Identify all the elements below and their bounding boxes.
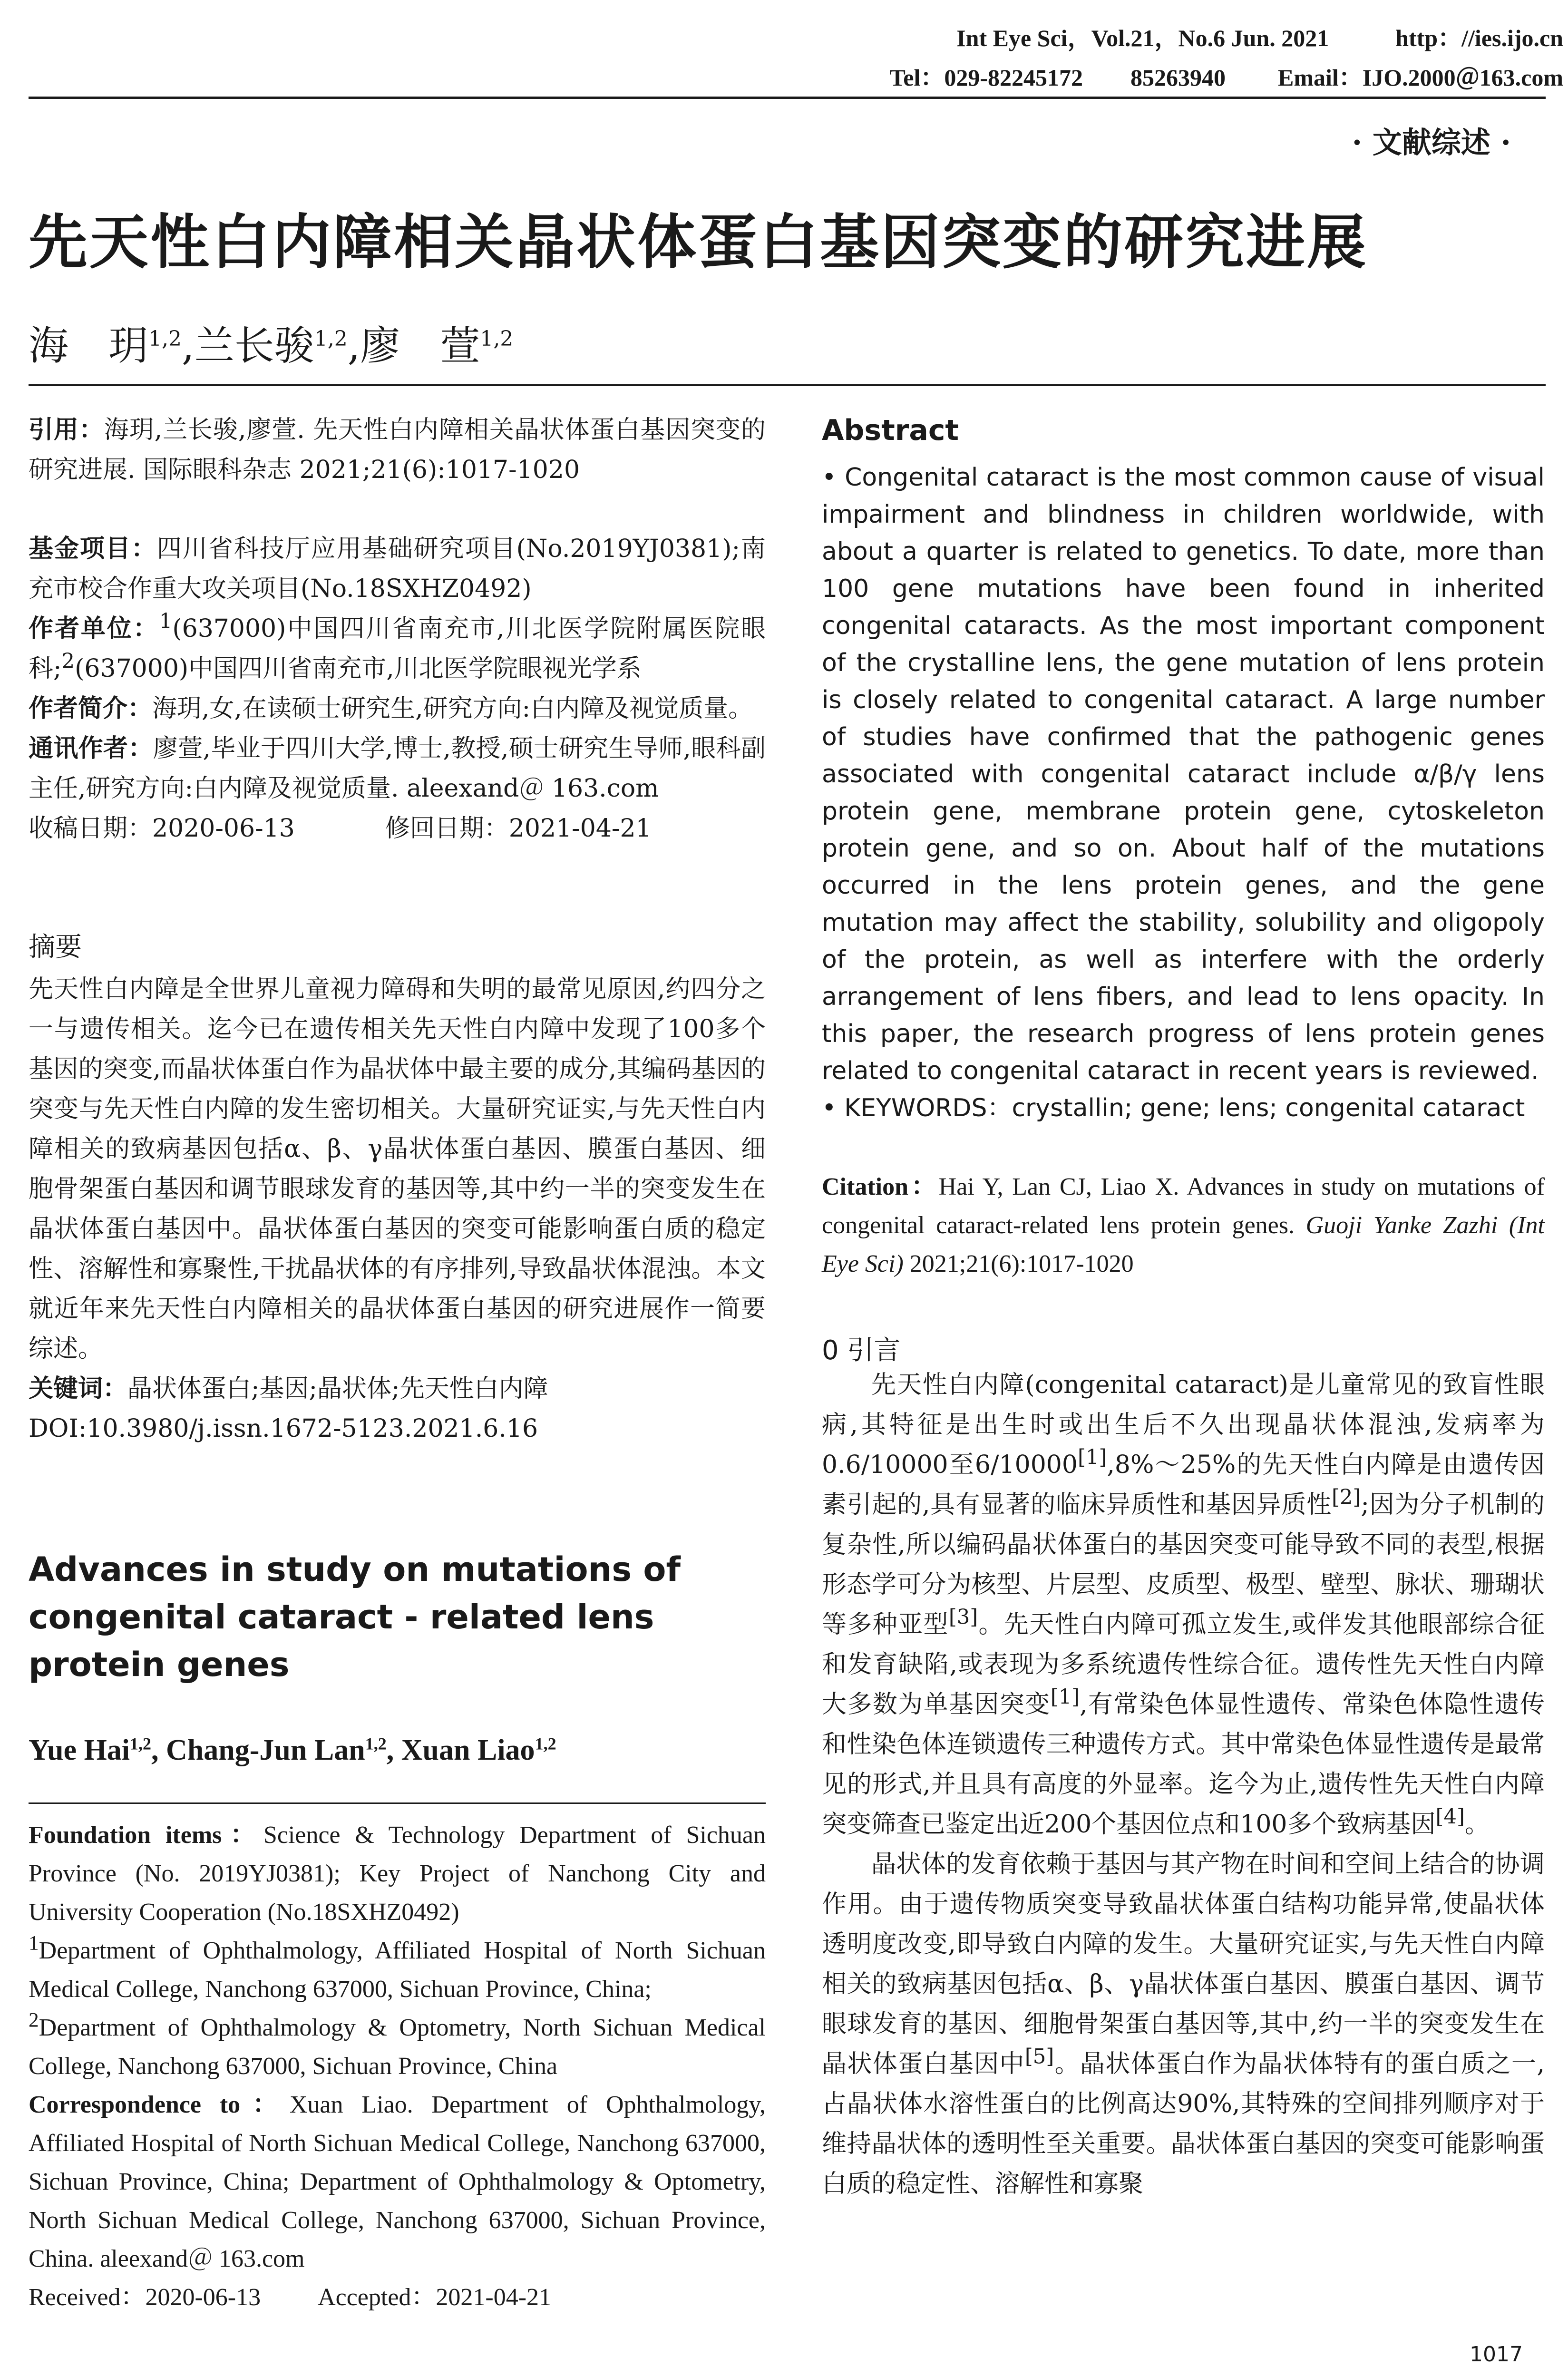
affiliation-cn: 作者单位：$^1$(637000)中国四川省南充市,川北医学院附属医院眼科;$^2$(637000)中国四川省南充市,川北医学院眼视光学系 [29, 609, 766, 683]
reference-mark: [1] [1077, 1445, 1107, 1470]
english-meta-rule [29, 1802, 766, 1804]
affiliation-cn-1: (637000)中国四川省南充市,川北医学院附属医院眼科; [29, 614, 766, 683]
author-affil-sup: 1,2 [314, 327, 348, 351]
intro-paragraph-1: 先天性白内障(congenital cataract)是儿童常见的致盲性眼病,其特征是出生时或出生后不久出现晶状体混浊,发病率为0.6/10000至6/10000[1],8%～25%的先天性白内障是由遗传因素引起的,具有显著的临床异质性和基因异质性[2];因为分子机制的复杂性,所以编码晶状体蛋白的基因突变可能导致不同的表型,根据形态学可分为核型、片层型、皮质型、极型、壁型、脉状、珊瑚状等多种亚型[3]。先天性白内障可孤立发生,或伴发其他眼部综合征和发育缺陷,或表现为多系统遗传性综合征。遗传性先天性白内障大多数为单基因突变[1],有常染色体显性遗传、常染色体隐性遗传和性染色体连锁遗传三种遗传方式。其中常染色体显性遗传是最常见的形式,并且具有高度的外显率。迄今为止,遗传性先天性白内障突变筛查已鉴定出近200个基因位点和100多个致病基因[4]。 [822, 1371, 1545, 1839]
intro-heading: 0 引言 [822, 1335, 901, 1366]
en-author-sup: 1,2 [535, 1734, 556, 1754]
author-intro-cn-label: 作者简介： [29, 694, 153, 723]
citation-en-journal: Guoji Yanke Zazhi (Int Eye Sci) [822, 1212, 1545, 1277]
reference-mark: [2] [1331, 1485, 1361, 1510]
affiliation-en-1: $^1$Department of Ophthalmology, Affiliated Hospital of North Sichuan Medical College, Nanchong 637000, Sichuan Province, China; [29, 1931, 766, 2003]
running-header-line2 [890, 58, 1563, 93]
reference-mark: [5] [1024, 2045, 1054, 2069]
foundation-cn-text: 四川省科技厅应用基础研究项目(No.2019YJ0381);南充市校合作重大攻关项目(No.18SXHZ0492) [29, 535, 766, 603]
abstract-cn [29, 927, 766, 1449]
header-rule [29, 97, 1546, 99]
correspondence-en-text: Xuan Liao. Department of Ophthalmology, Affiliated Hospital of North Sichuan Medical College, Nanchong 637000, Sichuan Province, China; Department of Ophthalmology & Optometry, North Sichuan Medical College, Nanchong 637000, Sichuan Province, China. aleexand＠ 163.com [29, 2091, 766, 2272]
en-author-name: Xuan Liao [401, 1734, 535, 1766]
author-name: 兰长骏 [194, 322, 314, 369]
correspondence-en [29, 2085, 766, 2278]
revised-cn: 修回日期：2021-04-21 [385, 814, 652, 843]
foundation-en [29, 1816, 766, 1931]
journal-info: Int Eye Sci，Vol.21，No.6 Jun. 2021 [956, 25, 1329, 51]
corresponding-cn [29, 729, 766, 809]
intro-paragraph-2: 晶状体的发育依赖于基因与其产物在时间和空间上结合的协调作用。由于遗传物质突变导致晶状体蛋白结构功能异常,使晶状体透明度改变,即导致白内障的发生。大量研究证实,与先天性白内障相关的致病基因包括α、β、γ晶状体蛋白基因、膜蛋白基因、调节眼球发育的基因、细胞骨架蛋白基因等,其中,约一半的突变发生在晶状体蛋白基因中[5]。晶状体蛋白作为晶状体特有的蛋白质之一,占晶状体水溶性蛋白的比例高达90%,其特殊的空间排列顺序对于维持晶状体的透明性至关重要。晶状体蛋白基因的突变可能影响蛋白质的稳定性、溶解性和寡聚 [822, 1850, 1545, 2198]
english-author-list: Yue Hai$^{1,2}$, Chang-Jun Lan$^{1,2}$, Xuan Liao$^{1,2}$ [29, 1734, 556, 1766]
author-intro-cn [29, 689, 766, 729]
keywords-cn-label: 关键词： [29, 1374, 128, 1403]
correspondence-en-label: Correspondence to： [29, 2091, 290, 2118]
author-name: 海 玥 [29, 322, 149, 369]
doi: DOI:10.3980/j.issn.1672-5123.2021.6.16 [29, 1414, 538, 1443]
reference-mark: [3] [948, 1605, 978, 1629]
corresponding-cn-text: 廖萱,毕业于四川大学,博士,教授,硕士研究生导师,眼科副主任,研究方向:白内障及视觉质量. aleexand＠ 163.com [29, 734, 766, 803]
author-intro-cn-text: 海玥,女,在读硕士研究生,研究方向:白内障及视觉质量。 [152, 694, 753, 723]
citation-cn-label: 引用： [29, 415, 104, 444]
citation-en-label: Citation： [822, 1173, 939, 1200]
foundation-cn-label: 基金项目： [29, 534, 157, 563]
received-en: Received：2020-06-13 [29, 2284, 261, 2311]
foundation-en-text: Science & Technology Department of Sichuan Province (No. 2019YJ0381); Key Project of Nanchong City and University Cooperation (No.18SXHZ0492) [29, 1822, 766, 1926]
author-affil-sup: 1,2 [148, 327, 182, 351]
dates-en [29, 2278, 766, 2317]
en-author-sup: 1,2 [130, 1734, 152, 1754]
journal-url: http：//ies.ijo.cn [1395, 25, 1563, 51]
affiliation-cn-2: (637000)中国四川省南充市,川北医学院眼视光学系 [75, 654, 642, 683]
english-title: Advances in study on mutations of congenital cataract - related lens protein genes [29, 1550, 681, 1684]
abstract-en [822, 459, 1545, 1127]
meta-cn [29, 529, 766, 848]
affiliation-cn-label: 作者单位： [29, 614, 159, 643]
foundation-cn [29, 529, 766, 609]
author-list: 海 玥$^{1,2}$,兰长骏$^{1,2}$,廖 萱$^{1,2}$ [29, 322, 514, 369]
accepted-en: Accepted：2021-04-21 [318, 2284, 552, 2311]
keywords-cn [29, 1369, 766, 1409]
section-tag: · 文献综述 · [1352, 125, 1511, 160]
citation-cn [29, 410, 766, 490]
citation-en: Citation：Hai Y, Lan CJ, Liao X. Advances in study on mutations of congenital cataract-related lens protein genes. Guoji Yanke Zazhi (Int Eye Sci) 2021;21(6):1017-1020 [822, 1173, 1545, 1277]
keywords-en: • KEYWORDS：crystallin; gene; lens; congenital cataract [822, 1094, 1525, 1122]
affiliation-en-2: $^2$Department of Ophthalmology & Optometry, North Sichuan Medical College, Nanchong 637000, Sichuan Province, China [29, 2008, 766, 2080]
running-header-line1 [956, 19, 1563, 53]
abstract-cn-heading: 摘要 [29, 932, 82, 963]
page-number: 1017 [1470, 2342, 1523, 2367]
paper-title: 先天性白内障相关晶状体蛋白基因突变的研究进展 [29, 208, 1368, 277]
received-cn: 收稿日期：2020-06-13 [29, 814, 295, 843]
abstract-en-text: • Congenital cataract is the most common cause of visual impairment and blindness in children worldwide, with about a quarter is related to genetics. To date, more than 100 gene mutations have been found in inherited congenital cataracts. As the most important component of the crystalline lens, the gene mutation of lens protein is closely related to congenital cataract. A large number of studies have confirmed that the pathogenic genes associated with congenital cataract include α/β/γ lens protein gene, membrane protein gene, cytoskeleton protein gene, and so on. About half of the mutations occurred in the lens protein genes, and the gene mutation may affect the stability, solubility and oligopoly of the protein, as well as interfere with the orderly arrangement of lens fibers, and lead to lens opacity. In this paper, the research progress of lens protein genes related to congenital cataract in recent years is reviewed. [822, 463, 1545, 1085]
abstract-en-heading: Abstract [822, 414, 959, 447]
citation-cn-text: 海玥,兰长骏,廖萱. 先天性白内障相关晶状体蛋白基因突变的研究进展. 国际眼科杂志 2021;21(6):1017-1020 [29, 416, 766, 484]
corresponding-cn-label: 通讯作者： [29, 734, 153, 763]
author-name: 廖 萱 [360, 322, 480, 369]
abstract-cn-text: 先天性白内障是全世界儿童视力障碍和失明的最常见原因,约四分之一与遗传相关。迄今已在遗传相关先天性白内障中发现了100多个基因的突变,而晶状体蛋白作为晶状体中最主要的成分,其编码基因的突变与先天性白内障的发生密切相关。大量研究证实,与先天性白内障相关的致病基因包括α、β、γ晶状体蛋白基因、膜蛋白基因、细胞骨架蛋白基因和调节眼球发育的基因等,其中约一半的突变发生在晶状体蛋白基因中。晶状体蛋白基因的突变可能影响蛋白质的稳定性、溶解性和寡聚性,干扰晶状体的有序排列,导致晶状体混浊。本文就近年来先天性白内障相关的晶状体蛋白基因的研究进展作一简要综述。 [29, 975, 766, 1363]
reference-mark: [1] [1050, 1685, 1080, 1709]
en-author-sup: 1,2 [365, 1734, 387, 1754]
reference-mark: [4] [1435, 1805, 1465, 1829]
intro-body [822, 1365, 1545, 2204]
author-affil-sup: 1,2 [480, 327, 514, 351]
english-meta [29, 1816, 766, 2317]
dates-cn [29, 809, 766, 848]
journal-tel: Tel：029-82245172 85263940 [889, 64, 1226, 91]
en-author-name: Yue Hai [29, 1734, 130, 1766]
en-author-name: Chang-Jun Lan [166, 1734, 365, 1766]
keywords-cn-text: 晶状体蛋白;基因;晶状体;先天性白内障 [127, 1374, 548, 1403]
journal-email: Email：IJO.2000＠163.com [1278, 64, 1563, 91]
title-rule [29, 384, 1546, 386]
foundation-en-label: Foundation items： [29, 1822, 263, 1849]
